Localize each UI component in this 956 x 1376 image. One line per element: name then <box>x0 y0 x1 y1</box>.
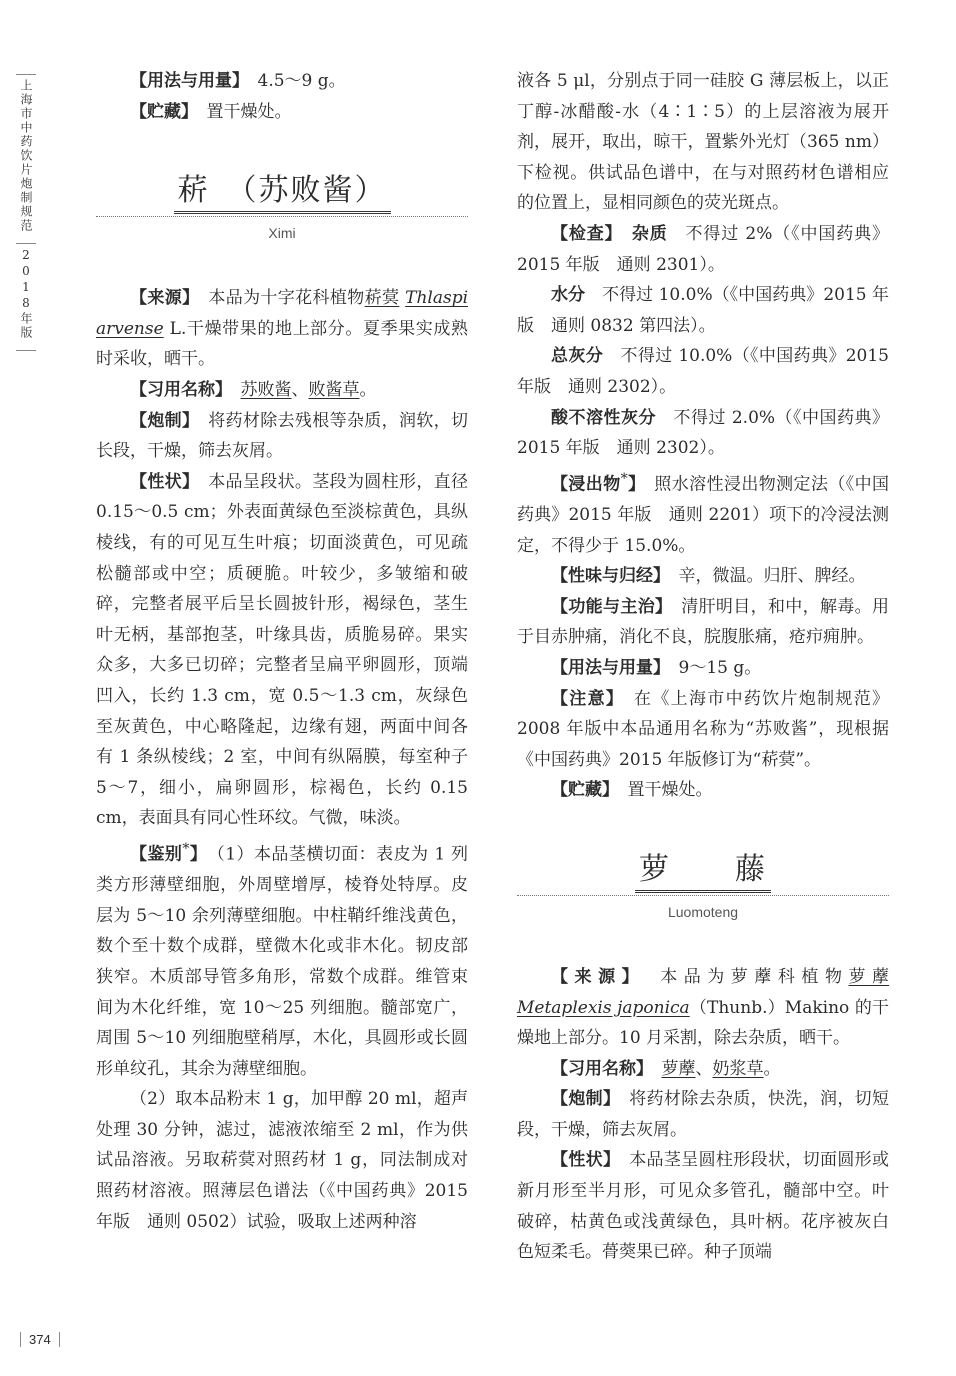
ident-label-close: 】 <box>189 844 199 865</box>
source2-latin: Metaplexis japonica <box>517 997 690 1018</box>
entry2-title: 萝 藤 <box>635 844 771 893</box>
name-end: 。 <box>359 379 377 400</box>
names-label: 【习用名称】 <box>130 379 224 400</box>
ash-paragraph <box>517 341 889 402</box>
source-plant: 菥蓂 <box>364 288 400 309</box>
ident-star: * <box>182 840 190 857</box>
extract-label-close: 】 <box>627 474 637 495</box>
ident-text-2: （2）取本品粉末 1 g，加甲醇 20 ml，超声处理 30 分钟，滤过，滤液浓缩至 2 ml，作为供试品溶液。另取菥蓂对照药材 1 g，同法制成对照药材溶液。照薄层色谱法（《中国药典》2015 年版 通则 0502）试验，吸取上述两种溶 <box>96 1089 468 1232</box>
trait-text: 本品呈段状。茎段为圆柱形，直径 0.15～0.5 cm；外表面黄绿色至淡棕黄色，具纵棱线，有的可见互生叶痕；切面淡黄色，可见疏松髓部或中空；质硬脆。叶较少，多皱缩和破碎，完整者展平后呈长圆披针形，褐绿色，茎生叶无柄，基部抱茎，叶缘具齿，质脆易碎。果实众多，大多已切碎；完整者呈扁平卵圆形，顶端凹入，长约 1.3 cm，宽 0.5～1.3 cm，灰绿色至灰黄色，中心略隆起，边缘有翅，两面中间各有 1 条纵棱线；2 室，中间有纵隔膜，每室种子 5～7，细小，扁卵圆形，棕褐色，长约 0.15 cm，表面具有同心性环纹。气微，味淡。 <box>96 471 469 829</box>
usage-text: 4.5～9 g。 <box>257 71 346 91</box>
nature-paragraph <box>517 561 889 592</box>
prev-usage-paragraph <box>96 66 468 97</box>
name-item: 奶浆草 <box>712 1058 764 1079</box>
nature-text: 辛，微温。归肝、脾经。 <box>678 566 866 587</box>
sidebar-year: 2018年版 <box>19 248 33 340</box>
ident-cont-text: 液各 5 μl，分别点于同一硅胶 G 薄层板上，以正丁醇-冰醋酸-水（4∶1∶5）的上层溶液为展开剂，展开，取出，晾干，置紫外光灯（365 nm）下检视。供试品色谱中，在与对照药材色谱相应的位置上，显相同颜色的荧光斑点。 <box>517 71 889 214</box>
note-text: 在《上海市中药饮片炮制规范》2008 年版中本品通用名称为“苏败酱”，现根据《中国药典》2015 年版修订为“菥蓂”。 <box>517 688 890 770</box>
water-text: 不得过 10.0%（《中国药典》2015 年版 通则 0832 第四法）。 <box>517 285 890 336</box>
usage-label: 【用法与用量】 <box>130 71 241 91</box>
name-end: 。 <box>763 1058 781 1079</box>
sidebar-book-title: 上海市中药饮片炮制规范 <box>19 79 33 233</box>
function-paragraph <box>517 592 889 653</box>
trait-paragraph <box>96 467 468 834</box>
name-separator: 、 <box>695 1058 713 1079</box>
usage-label: 【用法与用量】 <box>551 657 662 678</box>
name-item: 萝藦 <box>661 1058 696 1079</box>
page-number <box>20 1332 60 1347</box>
storage-paragraph <box>517 775 889 806</box>
source2-text-cont: （Thunb.）Makino 的干燥地上部分。10 月采割，除去杂质，晒干。 <box>517 997 889 1049</box>
source2-text: 本品为萝藦科植物 <box>660 966 849 987</box>
sidebar-divider <box>16 74 36 75</box>
trait2-label: 【性状】 <box>551 1150 612 1171</box>
ident-label: 【鉴别 <box>130 844 183 865</box>
source-latin: Thlaspi arvense <box>96 288 469 339</box>
ident-continued <box>517 66 889 219</box>
names2-paragraph <box>517 1054 889 1085</box>
usage-text: 9～15 g。 <box>678 657 762 678</box>
note-label: 【注意】 <box>551 688 616 709</box>
ash-text: 不得过 10.0%（《中国药典》2015 年版 通则 2302）。 <box>517 346 890 397</box>
names-paragraph <box>96 375 468 406</box>
trait2-paragraph <box>517 1145 889 1267</box>
source-text: 本品为十字花科植物 <box>208 288 365 309</box>
check-paragraph <box>517 219 889 280</box>
water-paragraph <box>517 280 889 341</box>
sidebar-divider <box>16 350 36 351</box>
dotted-divider <box>96 216 468 217</box>
source-label: 【来源】 <box>130 288 191 309</box>
trait2-text: 本品茎呈圆柱形段状，切面圆形或新月形至半月形，可见众多管孔，髓部中空。叶破碎，枯黄色或浅黄绿色，具叶柄。花序被灰白色短柔毛。蓇葖果已碎。种子顶端 <box>517 1150 890 1263</box>
source-paragraph <box>96 283 468 375</box>
entry-pinyin: Ximi <box>268 225 296 242</box>
prev-storage-paragraph <box>96 97 468 128</box>
process-label: 【炮制】 <box>130 410 191 431</box>
name-separator: 、 <box>291 379 309 400</box>
source2-label: 【来源】 <box>551 966 637 987</box>
storage-label: 【贮藏】 <box>130 101 190 122</box>
process-text: 将药材除去残根等杂质，润软，切长段，干燥，筛去灰屑。 <box>96 410 469 462</box>
right-column <box>517 66 889 1268</box>
usage-paragraph <box>517 653 889 684</box>
extract-text: 照水溶性浸出物测定法（《中国药典》2015 年版 通则 2201）项下的冷浸法测定，不得少于 15.0%。 <box>517 474 890 556</box>
ident-paragraph-2 <box>96 1084 468 1237</box>
trait-label: 【性状】 <box>130 471 191 492</box>
storage-text: 置干燥处。 <box>627 780 713 801</box>
ident-paragraph <box>96 834 468 1084</box>
names2-label: 【习用名称】 <box>551 1058 645 1079</box>
sidebar <box>14 70 38 355</box>
function-text: 清肝明目，和中，解毒。用于目赤肿痛，消化不良，脘腹胀痛，疮疖痈肿。 <box>517 596 890 648</box>
acid-ash-paragraph <box>517 403 889 464</box>
function-label: 【功能与主治】 <box>551 596 664 617</box>
extract-paragraph <box>517 464 889 561</box>
sidebar-divider <box>16 243 36 244</box>
acid-ash-label: 酸不溶性灰分 <box>551 407 656 428</box>
name-item: 败酱草 <box>308 379 360 400</box>
acid-ash-text: 不得过 2.0%（《中国药典》2015 年版 通则 2302）。 <box>517 407 890 459</box>
ash-label: 总灰分 <box>551 346 604 367</box>
source-text-cont: L.干燥带果的地上部分。夏季果实成熟时采收，晒干。 <box>96 318 468 370</box>
ident-text: （1）本品茎横切面：表皮为 1 列类方形薄壁细胞，外周壁增厚，棱脊处特厚。皮层为 5～10 余列薄壁细胞。中柱鞘纤维浅黄色，数个至十数个成群，壁微木化或非木化。韧皮部狭窄。木质部导管多角形，常数个成群。维管束间为木化纤维，宽 10～25 列细胞。髓部宽广，周围 5～10 列细胞壁稍厚，木化，具圆形或长圆形单纹孔，其余为薄壁细胞。 <box>96 844 468 1079</box>
storage-text: 置干燥处。 <box>206 101 292 122</box>
impurity-text: 不得过 2%（《中国药典》2015 年版 通则 2301）。 <box>517 223 889 275</box>
water-label: 水分 <box>551 285 586 306</box>
name-item: 苏败酱 <box>240 379 292 400</box>
dotted-divider <box>517 895 889 896</box>
left-column <box>96 66 468 1237</box>
check-label: 【检查】 <box>551 223 614 244</box>
extract-label: 【浸出物 <box>551 474 621 495</box>
source2-plant: 萝藦 <box>848 966 890 987</box>
entry-heading-luomoteng <box>517 844 889 920</box>
impurity-label: 杂质 <box>631 223 668 244</box>
entry-title: 菥 （苏败酱） <box>174 165 391 214</box>
entry-heading-ximi <box>96 165 468 241</box>
source2-paragraph <box>517 962 889 1054</box>
note-paragraph <box>517 684 889 776</box>
entry2-pinyin: Luomoteng <box>667 903 739 920</box>
process2-label: 【炮制】 <box>551 1089 612 1110</box>
process-paragraph <box>96 406 468 467</box>
nature-label: 【性味与归经】 <box>551 566 662 587</box>
process2-paragraph <box>517 1084 889 1145</box>
page-number-text: 374 <box>20 1332 60 1347</box>
storage-label: 【贮藏】 <box>551 780 611 801</box>
extract-star: * <box>620 470 628 487</box>
process2-text: 将药材除去杂质，快洗，润，切短段，干燥，筛去灰屑。 <box>517 1089 890 1140</box>
